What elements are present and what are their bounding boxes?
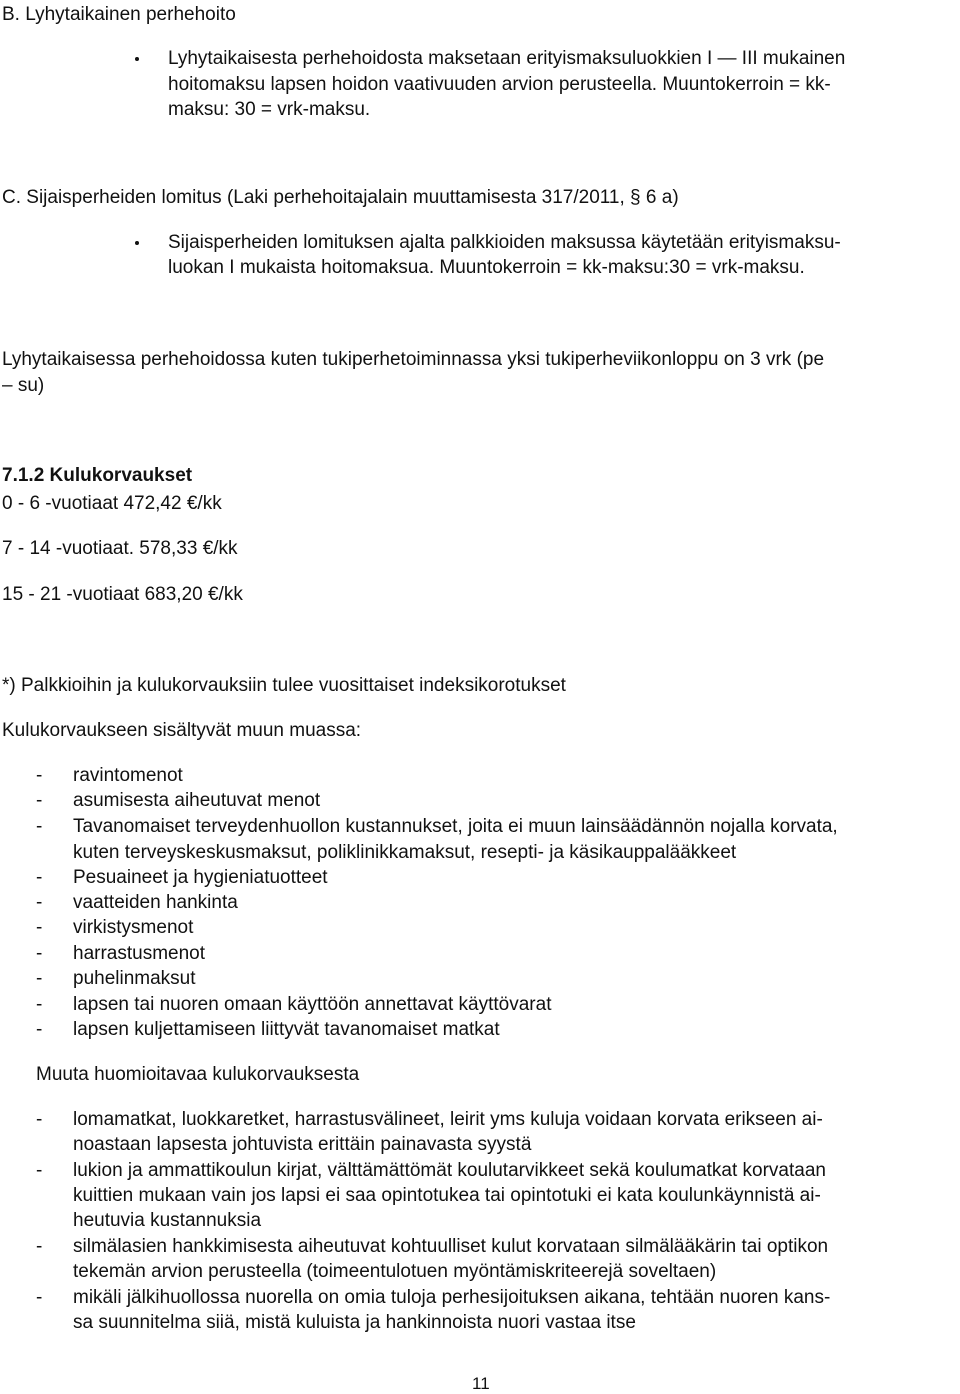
list-item: harrastusmenot [73, 943, 206, 964]
page-number: 11 [472, 1374, 490, 1393]
list-dash: - [36, 968, 43, 989]
list-item-continuation: noastaan lapsesta johtuvista erittäin painavasta syystä [73, 1134, 532, 1155]
includes-heading: Kulukorvaukseen sisältyvät muun muassa: [2, 720, 362, 741]
list-item: silmälasien hankkimisesta aiheutuvat kohtuulliset kulut korvataan silmälääkärin tai optikon [73, 1236, 829, 1257]
bullet-marker [135, 57, 139, 61]
note-line-2: – su) [2, 375, 45, 396]
list-item: lukion ja ammattikoulun kirjat, välttämättömät koulutarvikkeet sekä koulumatkat korvataan [73, 1160, 826, 1181]
note-line-1: Lyhytaikaisessa perhehoidossa kuten tukiperhetoiminnassa yksi tukiperheviikonloppu on 3 vrk (pe [2, 349, 825, 370]
list-dash: - [36, 1019, 43, 1040]
list-item-continuation: kuten terveyskeskusmaksut, poliklinikkamaksut, resepti- ja käsikauppalääkkeet [73, 842, 737, 863]
list-dash: - [36, 917, 43, 938]
list-item: mikäli jälkihuollossa nuorella on omia tuloja perhesijoituksen aikana, tehtään nuoren kans- [73, 1287, 831, 1308]
list-item: Tavanomaiset terveydenhuollon kustannukset, joita ei muun lainsäädännön nojalla korvata, [73, 816, 838, 837]
list-item: lapsen kuljettamiseen liittyvät tavanomaiset matkat [73, 1019, 500, 1040]
list-dash: - [36, 867, 43, 888]
list-item: vaatteiden hankinta [73, 892, 238, 913]
list-dash: - [36, 790, 43, 811]
list-item: Pesuaineet ja hygieniatuotteet [73, 867, 328, 888]
list-dash: - [36, 994, 43, 1015]
list-dash: - [36, 943, 43, 964]
rate-line: 15 - 21 -vuotiaat 683,20 €/kk [2, 584, 243, 605]
list-item: lapsen tai nuoren omaan käyttöön annettavat käyttövarat [73, 994, 552, 1015]
list-item-continuation: kuittien mukaan vain jos lapsi ei saa opintotukea tai opintotuki ei kata koulunkäynnistä ai- [73, 1185, 821, 1206]
list-item: puhelinmaksut [73, 968, 196, 989]
section-c-line-1: Sijaisperheiden lomituksen ajalta palkkioiden maksussa käytetään erityismaksu- [168, 232, 841, 253]
list-dash: - [36, 1109, 43, 1130]
list-dash: - [36, 765, 43, 786]
kulukorvaukset-heading: 7.1.2 Kulukorvaukset [2, 465, 193, 486]
list-dash: - [36, 816, 43, 837]
list-item-continuation: sa suunnitelma siiä, mistä kuluista ja hankinnoista nuori vastaa itse [73, 1312, 636, 1333]
list-item: asumisesta aiheutuvat menot [73, 790, 321, 811]
section-b-line-1: Lyhytaikaisesta perhehoidosta maksetaan erityismaksuluokkien I — III mukainen [168, 48, 846, 69]
other-heading: Muuta huomioitavaa kulukorvauksesta [36, 1064, 360, 1085]
section-c-line-2: luokan I mukaista hoitomaksua. Muuntokerroin = kk-maksu:30 = vrk-maksu. [168, 257, 805, 278]
list-item-continuation: tekemän arvion perusteella (toimeentulotuen myöntämiskriteerejä soveltaen) [73, 1261, 717, 1282]
section-c-heading: C. Sijaisperheiden lomitus (Laki perhehoitajalain muuttamisesta 317/2011, § 6 a) [2, 187, 679, 208]
rate-line: 0 - 6 -vuotiaat 472,42 €/kk [2, 493, 222, 514]
list-item-continuation: heutuvia kustannuksia [73, 1210, 262, 1231]
list-item: virkistysmenot [73, 917, 194, 938]
section-b-heading: B. Lyhytaikainen perhehoito [2, 4, 236, 25]
list-item: lomamatkat, luokkaretket, harrastusvälineet, leirit yms kuluja voidaan korvata erikseen ai- [73, 1109, 823, 1130]
list-dash: - [36, 892, 43, 913]
section-b-line-2: hoitomaksu lapsen hoidon vaativuuden arvion perusteella. Muuntokerroin = kk- [168, 74, 831, 95]
list-dash: - [36, 1287, 43, 1308]
rate-line: 7 - 14 -vuotiaat. 578,33 €/kk [2, 538, 238, 559]
list-dash: - [36, 1236, 43, 1257]
bullet-marker [135, 241, 139, 245]
list-item: ravintomenot [73, 765, 183, 786]
index-note: *) Palkkioihin ja kulukorvauksiin tulee vuosittaiset indeksikorotukset [2, 675, 566, 696]
section-b-line-3: maksu: 30 = vrk-maksu. [168, 99, 371, 120]
list-dash: - [36, 1160, 43, 1181]
